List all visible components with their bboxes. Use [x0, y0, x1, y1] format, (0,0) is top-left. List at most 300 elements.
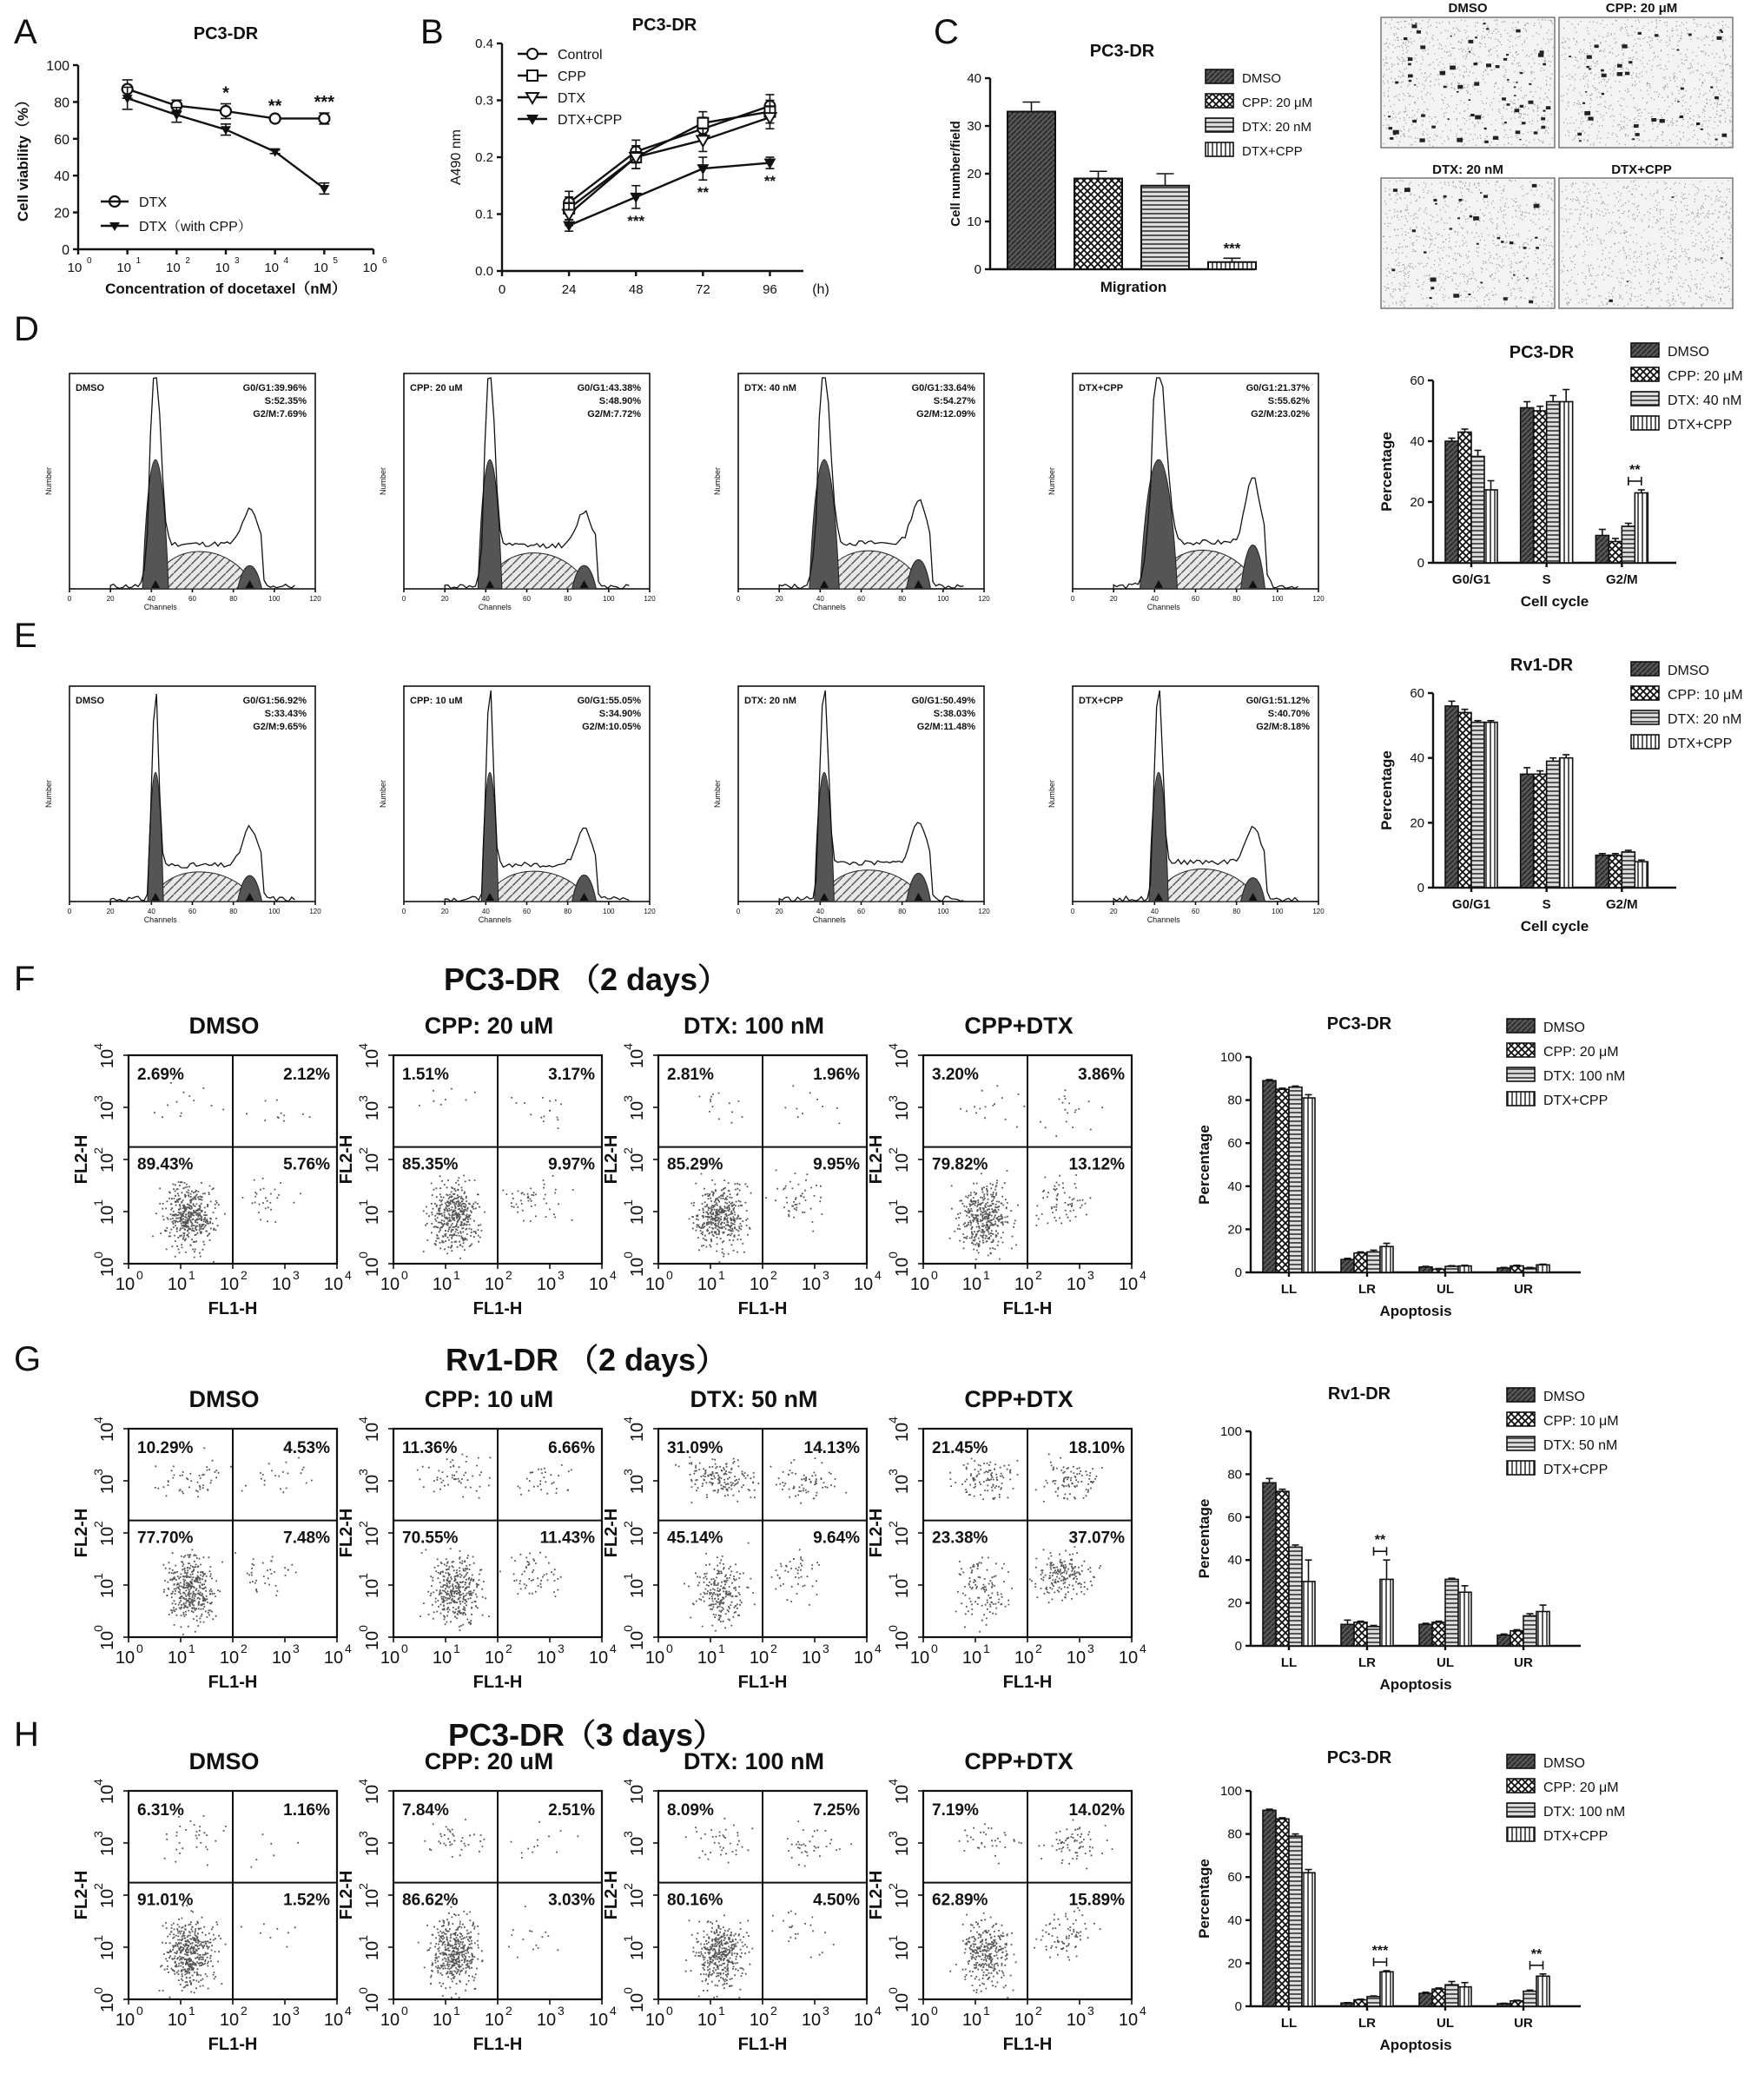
histogram-tick-label: 40	[816, 908, 824, 915]
quadrant-lr-value: 3.03%	[548, 1891, 595, 1910]
flow-y-tick-label: 10	[98, 1205, 117, 1225]
flow-x-tick-label: 10	[909, 1648, 930, 1668]
histogram-y-label: Number	[1047, 779, 1056, 809]
bar	[1419, 1993, 1432, 2006]
x-tick-label: 10	[313, 261, 328, 275]
y-tick-label: 60	[1410, 373, 1424, 388]
panel-letter-b: B	[420, 13, 444, 51]
flow-x-tick-label: 10	[115, 2011, 135, 2030]
bar	[1419, 1624, 1432, 1646]
histogram-y-label: Number	[44, 466, 53, 496]
x-axis-label: Cell cycle	[1520, 918, 1589, 935]
histogram-tick-label: 100	[937, 595, 949, 603]
bar	[1609, 542, 1622, 564]
flow-x-tick-label: 10	[484, 1275, 505, 1294]
y-axis-label: Percentage	[1196, 1859, 1212, 1939]
quadrant-lr-value: 37.07%	[1068, 1529, 1125, 1548]
flow-y-tick-exponent: 3	[621, 1469, 635, 1476]
significance-marker: ***	[314, 93, 335, 113]
significance-marker: *	[222, 83, 229, 103]
legend-label: DMSO	[1543, 1021, 1585, 1035]
x-tick-label: G2/M	[1605, 572, 1638, 587]
g0g1-peak	[1140, 459, 1178, 589]
flow-x-tick-label: 10	[115, 1275, 135, 1294]
flow-plot-label: DTX: 100 nM	[683, 1748, 825, 1774]
legend-label: DTX: 100 nM	[1543, 1805, 1626, 1820]
flow-y-tick-label: 10	[893, 1992, 912, 2013]
legend-label: DTX+CPP	[1242, 144, 1303, 159]
flow-x-tick-label: 10	[219, 2011, 240, 2030]
quadrant-lr-value: 1.52%	[283, 1891, 330, 1910]
flow-x-tick-exponent: 1	[983, 2004, 990, 2018]
flow-x-label: FL1-H	[472, 1673, 523, 1692]
bar	[1445, 1266, 1458, 1272]
flow-x-tick-label: 10	[909, 2011, 930, 2030]
flow-y-tick-exponent: 4	[621, 1779, 635, 1786]
flow-x-tick-exponent: 4	[345, 2004, 352, 2018]
phase-stat: G0/G1:39.96%	[242, 383, 307, 393]
flow-y-tick-exponent: 2	[621, 1883, 635, 1890]
flow-x-tick-label: 10	[853, 1275, 874, 1294]
flow-x-tick-exponent: 4	[1140, 2004, 1146, 2018]
flow-x-tick-exponent: 0	[666, 1268, 673, 1282]
x-axis-label: Cell cycle	[1520, 593, 1589, 610]
flow-x-label: FL1-H	[208, 1299, 258, 1318]
legend-label: DTX+CPP	[1668, 418, 1733, 433]
flow-x-tick-exponent: 1	[453, 1268, 460, 1282]
bar	[1596, 536, 1609, 564]
phase-stat: S:48.90%	[598, 396, 641, 406]
data-point	[527, 49, 538, 59]
bar	[1510, 1266, 1523, 1272]
bar	[1534, 411, 1547, 563]
flow-y-tick-label: 10	[363, 1100, 382, 1121]
x-tick-exponent: 6	[382, 256, 387, 266]
legend-swatch	[1631, 416, 1659, 430]
legend-label: CPP	[558, 69, 586, 84]
flow-y-tick-label: 10	[628, 1888, 647, 1909]
legend-label: CPP: 20 μM	[1543, 1780, 1619, 1795]
flow-y-tick-label: 10	[893, 1940, 912, 1961]
flow-x-tick-exponent: 4	[875, 1642, 882, 1655]
flow-y-tick-label: 10	[893, 1526, 912, 1547]
flow-y-tick-label: 10	[893, 1205, 912, 1225]
bar	[1536, 1976, 1549, 2006]
x-tick-label: 10	[362, 261, 378, 275]
micrograph-frame	[1559, 17, 1733, 148]
x-tick-label: UR	[1514, 1282, 1533, 1297]
flow-x-tick-label: 10	[644, 2011, 665, 2030]
x-axis-label: Apoptosis	[1379, 2037, 1452, 2053]
flow-plot-label: DMSO	[188, 1386, 260, 1412]
flow-y-label: FL2-H	[867, 1508, 886, 1558]
phase-stat: S:52.35%	[264, 396, 307, 406]
bar	[1008, 112, 1055, 270]
histogram-tick-label: 100	[1272, 595, 1284, 603]
legend-swatch	[1507, 1461, 1535, 1475]
histogram-tick-label: 20	[1109, 908, 1118, 915]
flow-x-tick-exponent: 4	[610, 1642, 617, 1655]
histogram-label: DTX+CPP	[1079, 383, 1124, 393]
y-tick-label: 0	[62, 243, 69, 258]
x-tick-label: LL	[1280, 2016, 1298, 2031]
flow-y-tick-exponent: 3	[621, 1095, 635, 1102]
legend-swatch	[1507, 1019, 1535, 1033]
y-tick-label: 20	[1227, 1222, 1242, 1238]
bar	[1547, 402, 1560, 564]
histogram-x-label: Channels	[1146, 915, 1180, 924]
x-tick-exponent: 1	[135, 256, 142, 266]
flow-x-tick-exponent: 3	[823, 2004, 829, 2018]
y-tick-label: 60	[1227, 1509, 1242, 1525]
bar	[1635, 493, 1648, 564]
flow-y-tick-exponent: 3	[886, 1469, 900, 1476]
flow-x-tick-exponent: 0	[666, 1642, 673, 1655]
histogram-tick-label: 0	[1070, 595, 1075, 603]
flow-plot-label: CPP+DTX	[964, 1386, 1074, 1412]
histogram-label: DTX: 20 nM	[744, 696, 796, 706]
bar	[1471, 457, 1484, 564]
quadrant-ll-value: 85.29%	[667, 1155, 723, 1174]
bar	[1536, 1265, 1549, 1272]
flow-x-tick-exponent: 3	[293, 1268, 300, 1282]
y-tick-label: 0	[1417, 881, 1424, 895]
flow-y-tick-exponent: 2	[356, 1883, 370, 1890]
legend-swatch	[1631, 735, 1659, 749]
histogram-tick-label: 100	[937, 908, 949, 915]
legend-label: DTX+CPP	[1543, 1463, 1609, 1477]
flow-x-tick-exponent: 3	[1087, 1268, 1094, 1282]
y-tick-label: 20	[54, 206, 69, 221]
histogram-tick-label: 80	[898, 908, 907, 915]
bar	[1510, 2001, 1523, 2006]
bar	[1263, 1483, 1276, 1646]
quadrant-ul-value: 21.45%	[932, 1439, 988, 1457]
flow-y-tick-label: 10	[628, 1422, 647, 1443]
flow-x-tick-exponent: 0	[136, 2004, 143, 2018]
bar	[1534, 774, 1547, 888]
histogram-tick-label: 100	[268, 908, 281, 915]
flow-x-label: FL1-H	[737, 1673, 788, 1692]
flow-y-tick-exponent: 4	[91, 1043, 105, 1050]
quadrant-lr-value: 15.89%	[1068, 1891, 1125, 1910]
histogram-tick-label: 80	[898, 595, 907, 603]
legend-label: Control	[558, 48, 603, 63]
flow-y-tick-exponent: 0	[621, 1252, 635, 1258]
flow-x-tick-label: 10	[1014, 1648, 1034, 1668]
flow-y-tick-exponent: 3	[356, 1095, 370, 1102]
significance-marker: **	[763, 173, 776, 190]
histogram-y-label: Number	[379, 779, 387, 809]
histogram-x-label: Channels	[812, 915, 846, 924]
legend-swatch	[1507, 1388, 1535, 1402]
bar	[1367, 1997, 1380, 2006]
bar	[1635, 862, 1648, 888]
flow-y-tick-label: 10	[98, 1784, 117, 1805]
quadrant-ul-value: 7.19%	[932, 1801, 979, 1820]
flow-y-tick-label: 10	[363, 1784, 382, 1805]
flow-x-tick-exponent: 0	[136, 1268, 143, 1282]
bar	[1432, 1269, 1445, 1272]
y-tick-label: 0	[1234, 1265, 1242, 1280]
flow-x-tick-exponent: 4	[345, 1642, 352, 1655]
bar	[1445, 1579, 1458, 1646]
flow-y-tick-exponent: 1	[91, 1935, 105, 1942]
bar	[1289, 1087, 1302, 1272]
y-tick-label: 0	[1234, 1639, 1242, 1654]
histogram-tick-label: 80	[229, 595, 238, 603]
histogram-x-label: Channels	[478, 915, 512, 924]
x-tick-exponent: 5	[333, 256, 338, 266]
legend-label: DTX+CPP	[558, 113, 623, 128]
y-tick-label: 60	[54, 132, 69, 148]
phase-stat: S:33.43%	[264, 709, 307, 719]
bar	[1276, 1089, 1289, 1272]
flow-x-tick-label: 10	[380, 1275, 400, 1294]
flow-y-tick-label: 10	[893, 1422, 912, 1443]
bar	[1141, 186, 1189, 269]
flow-y-label: FL2-H	[867, 1870, 886, 1920]
x-tick-label: G0/G1	[1451, 572, 1491, 587]
phase-stat: G2/M:7.72%	[587, 409, 641, 419]
flow-x-tick-exponent: 1	[983, 1268, 990, 1282]
legend-swatch	[1507, 1779, 1535, 1793]
flow-y-tick-exponent: 0	[356, 1252, 370, 1258]
flow-y-tick-exponent: 1	[91, 1199, 105, 1206]
flow-x-tick-exponent: 4	[1140, 1642, 1146, 1655]
x-tick-label: UL	[1437, 1282, 1454, 1297]
flow-y-tick-label: 10	[628, 1940, 647, 1961]
flow-x-tick-label: 10	[536, 1275, 557, 1294]
flow-y-tick-label: 10	[98, 1940, 117, 1961]
y-tick-label: 0.3	[475, 93, 493, 109]
histogram-tick-label: 100	[603, 908, 615, 915]
quadrant-lr-value: 9.95%	[813, 1155, 860, 1174]
flow-x-tick-exponent: 2	[241, 2004, 248, 2018]
x-tick-label: S	[1542, 572, 1551, 587]
histogram-label: DMSO	[76, 383, 104, 393]
bar	[1445, 706, 1458, 888]
flow-x-label: FL1-H	[737, 2035, 788, 2054]
micrograph-frame	[1559, 178, 1733, 308]
quadrant-ll-value: 80.16%	[667, 1891, 723, 1910]
quadrant-ur-value: 4.53%	[283, 1439, 330, 1457]
quadrant-ll-value: 62.89%	[932, 1891, 988, 1910]
flow-x-tick-label: 10	[219, 1648, 240, 1668]
micrograph-label: CPP: 20 μM	[1605, 1, 1678, 16]
flow-y-tick-label: 10	[98, 1257, 117, 1278]
flow-plot-label: CPP: 10 uM	[424, 1386, 554, 1412]
flow-y-label: FL2-H	[602, 1870, 621, 1920]
g0g1-peak	[478, 459, 502, 589]
flow-x-tick-label: 10	[644, 1648, 665, 1668]
y-tick-label: 40	[54, 169, 69, 185]
flow-y-tick-exponent: 2	[91, 1521, 105, 1528]
flow-y-tick-label: 10	[98, 1630, 117, 1651]
y-tick-label: 0.1	[475, 207, 493, 222]
flow-y-tick-label: 10	[893, 1257, 912, 1278]
flow-x-label: FL1-H	[1002, 1299, 1053, 1318]
bar	[1341, 1624, 1354, 1646]
legend-label: DMSO	[1543, 1390, 1585, 1404]
quadrant-ll-value: 77.70%	[137, 1529, 194, 1548]
x-tick-label: G0/G1	[1451, 897, 1491, 912]
bar	[1458, 1592, 1471, 1646]
flow-x-tick-exponent: 0	[931, 1268, 938, 1282]
legend-label: DTX（with CPP）	[139, 220, 252, 235]
flow-y-tick-exponent: 1	[621, 1199, 635, 1206]
y-tick-label: 60	[1227, 1870, 1242, 1886]
histogram-tick-label: 20	[440, 595, 449, 603]
data-point	[697, 118, 708, 129]
quadrant-ur-value: 18.10%	[1068, 1439, 1125, 1457]
flow-y-tick-exponent: 3	[886, 1831, 900, 1838]
flow-x-label: FL1-H	[472, 2035, 523, 2054]
histogram-tick-label: 60	[1192, 595, 1199, 603]
legend-label: DTX+CPP	[1543, 1093, 1609, 1108]
x-tick-label: LL	[1280, 1655, 1298, 1670]
flow-x-tick-label: 10	[432, 2011, 453, 2030]
flow-y-tick-label: 10	[628, 1630, 647, 1651]
histogram-tick-label: 0	[67, 595, 72, 603]
histogram-tick-label: 80	[564, 595, 572, 603]
flow-x-tick-exponent: 2	[505, 1642, 512, 1655]
flow-x-tick-label: 10	[749, 2011, 770, 2030]
flow-y-tick-label: 10	[98, 1048, 117, 1069]
legend-label: DMSO	[1668, 664, 1709, 678]
flow-y-tick-exponent: 0	[621, 1987, 635, 1994]
flow-x-tick-label: 10	[588, 1648, 609, 1668]
legend-label: DTX	[139, 195, 167, 210]
quadrant-ur-value: 6.66%	[548, 1439, 595, 1457]
phase-stat: S:38.03%	[933, 709, 975, 719]
bar	[1609, 855, 1622, 888]
quadrant-ur-value: 3.86%	[1078, 1066, 1125, 1084]
flow-y-tick-label: 10	[628, 1100, 647, 1121]
histogram-tick-label: 40	[816, 595, 824, 603]
flow-y-tick-exponent: 1	[356, 1935, 370, 1942]
bar	[1510, 1631, 1523, 1646]
histogram-tick-label: 20	[106, 908, 115, 915]
quadrant-lr-value: 7.48%	[283, 1529, 330, 1548]
quadrant-ll-value: 45.14%	[667, 1529, 723, 1548]
flow-x-tick-label: 10	[271, 2011, 292, 2030]
flow-y-tick-label: 10	[628, 1526, 647, 1547]
flow-y-tick-exponent: 2	[621, 1147, 635, 1154]
flow-y-label: FL2-H	[602, 1134, 621, 1185]
flow-y-tick-exponent: 4	[356, 1779, 370, 1786]
histogram-tick-label: 0	[401, 595, 406, 603]
y-tick-label: 100	[46, 59, 69, 74]
x-tick-label: UL	[1437, 2016, 1454, 2031]
histogram-tick-label: 20	[1109, 595, 1118, 603]
quadrant-lr-value: 9.97%	[548, 1155, 595, 1174]
flow-x-tick-exponent: 0	[931, 1642, 938, 1655]
flow-x-tick-exponent: 2	[1035, 1642, 1042, 1655]
y-tick-label: 40	[1227, 1179, 1242, 1194]
legend-label: DTX: 20 nM	[1668, 712, 1742, 727]
phase-stat: S:40.70%	[1267, 709, 1310, 719]
flow-y-tick-label: 10	[363, 1153, 382, 1173]
histogram-tick-label: 80	[564, 908, 572, 915]
x-tick-label: G2/M	[1605, 897, 1638, 912]
legend-swatch	[1631, 343, 1659, 357]
bar	[1302, 1873, 1315, 2006]
bar	[1458, 1266, 1471, 1272]
quadrant-ur-value: 14.02%	[1068, 1801, 1125, 1820]
flow-x-tick-label: 10	[801, 1648, 822, 1668]
flow-x-tick-exponent: 1	[188, 2004, 195, 2018]
flow-y-label: FL2-H	[72, 1134, 91, 1185]
y-tick-label: 60	[1227, 1136, 1242, 1152]
flow-x-tick-label: 10	[853, 2011, 874, 2030]
y-axis-label: Cell viability（%）	[15, 92, 31, 222]
flow-x-tick-exponent: 2	[770, 2004, 777, 2018]
bar	[1074, 179, 1122, 270]
flow-x-tick-exponent: 1	[718, 2004, 725, 2018]
y-tick-label: 0.4	[475, 36, 493, 51]
quadrant-lr-value: 9.64%	[813, 1529, 860, 1548]
flow-x-tick-label: 10	[380, 2011, 400, 2030]
flow-y-tick-exponent: 4	[886, 1043, 900, 1050]
flow-y-tick-exponent: 1	[621, 1573, 635, 1580]
flow-x-tick-exponent: 1	[188, 1642, 195, 1655]
flow-y-tick-exponent: 0	[356, 1987, 370, 1994]
y-axis-label: Percentage	[1378, 432, 1395, 512]
y-tick-label: 20	[1410, 495, 1424, 510]
histogram-tick-label: 0	[401, 908, 406, 915]
histogram-tick-label: 0	[67, 908, 72, 915]
quadrant-lr-value: 11.43%	[539, 1529, 595, 1548]
phase-stat: G0/G1:51.12%	[1245, 696, 1310, 706]
flow-y-tick-label: 10	[893, 1836, 912, 1857]
legend-swatch	[1631, 662, 1659, 676]
flow-x-tick-label: 10	[115, 1648, 135, 1668]
bar	[1497, 1268, 1510, 1272]
legend-label: DTX	[558, 91, 585, 106]
flow-x-tick-label: 10	[909, 1275, 930, 1294]
quadrant-ur-value: 1.16%	[283, 1801, 330, 1820]
flow-y-tick-label: 10	[628, 1153, 647, 1173]
flow-x-tick-exponent: 0	[401, 1268, 408, 1282]
flow-y-tick-exponent: 0	[886, 1252, 900, 1258]
flow-y-tick-exponent: 3	[356, 1469, 370, 1476]
flow-x-tick-label: 10	[271, 1275, 292, 1294]
flow-y-tick-label: 10	[628, 1474, 647, 1495]
x-tick-exponent: 3	[235, 256, 240, 266]
bar	[1380, 1579, 1393, 1646]
legend-swatch	[1507, 1803, 1535, 1817]
quadrant-lr-value: 5.76%	[283, 1155, 330, 1174]
histogram-tick-label: 40	[481, 908, 490, 915]
bar	[1523, 1615, 1536, 1646]
y-axis-label: A490 nm	[449, 129, 464, 186]
legend-swatch	[1631, 686, 1659, 700]
legend-label: CPP: 20 μM	[1242, 96, 1313, 110]
x-tick-label: 10	[165, 261, 181, 275]
histogram-tick-label: 60	[1192, 908, 1199, 915]
chart-title: PC3-DR	[1326, 1748, 1392, 1767]
flow-x-tick-label: 10	[1066, 1648, 1087, 1668]
bar	[1263, 1810, 1276, 2006]
flow-y-tick-label: 10	[363, 1578, 382, 1599]
flow-y-tick-label: 10	[98, 1578, 117, 1599]
bar	[1276, 1491, 1289, 1646]
flow-x-tick-label: 10	[432, 1648, 453, 1668]
flow-y-tick-exponent: 4	[91, 1779, 105, 1786]
chart-title: Rv1-DR	[1510, 656, 1574, 675]
quadrant-ul-value: 2.81%	[667, 1066, 714, 1084]
